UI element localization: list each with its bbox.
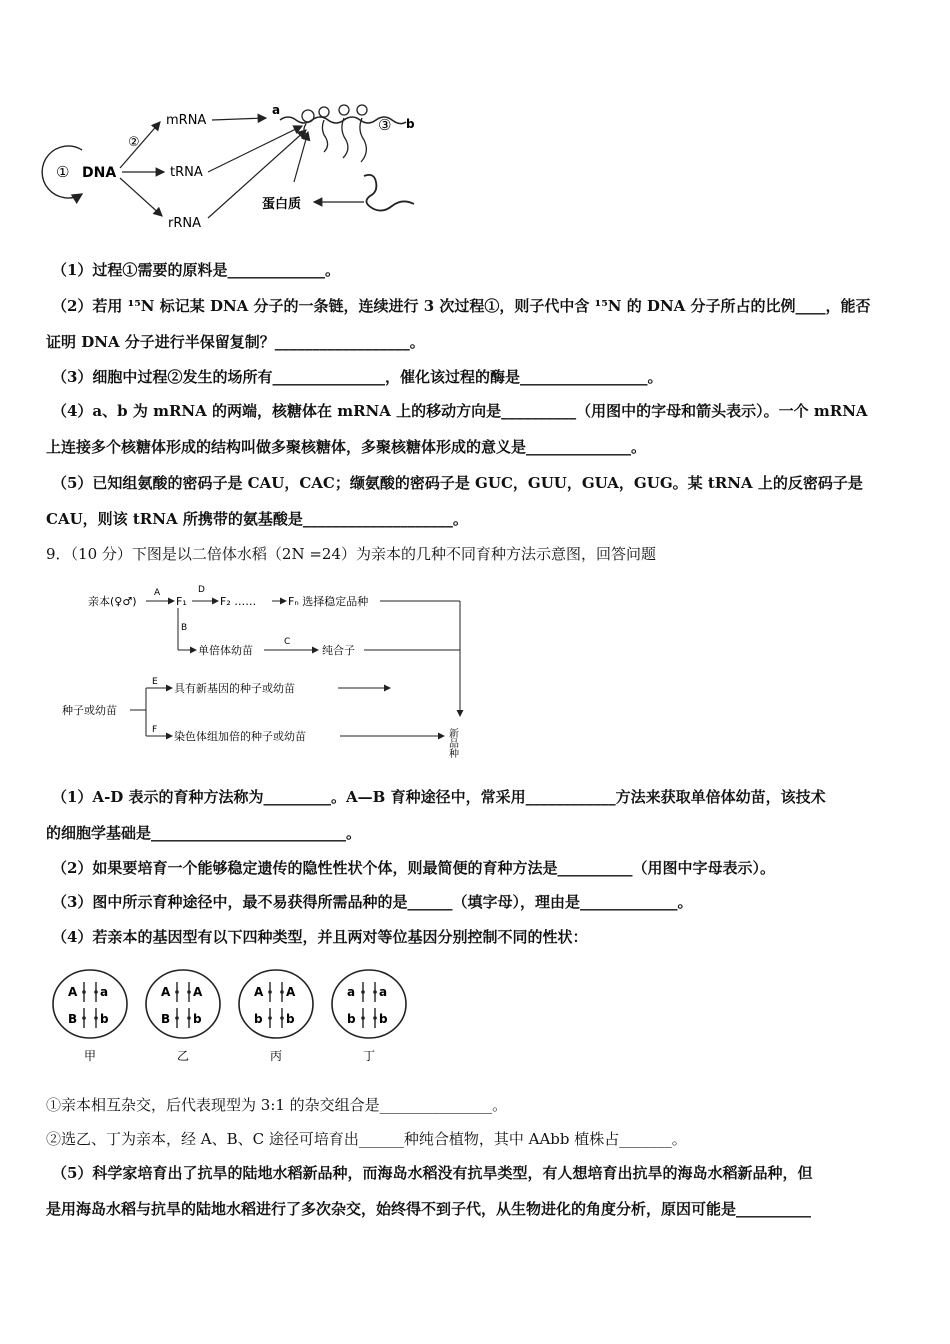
path-c-label: C bbox=[284, 637, 291, 647]
cell-name: 丁 bbox=[363, 1049, 376, 1063]
q8-part4-line2: 上连接多个核糖体形成的结构叫做多聚核糖体，多聚核糖体形成的意义是______________。 bbox=[46, 438, 647, 456]
cell-outline bbox=[53, 970, 127, 1038]
centromere bbox=[94, 1016, 98, 1020]
cell-name: 乙 bbox=[177, 1049, 190, 1063]
cell-1 bbox=[53, 970, 127, 1063]
process-2-label: ② bbox=[128, 135, 140, 150]
end-b-label: b bbox=[406, 117, 415, 131]
path-e-label: E bbox=[152, 677, 158, 687]
centromere bbox=[280, 990, 284, 994]
centromere bbox=[187, 990, 191, 994]
protein-label: 蛋白质 bbox=[262, 197, 302, 212]
cell-3 bbox=[239, 970, 313, 1063]
process-1-label: ① bbox=[56, 163, 70, 181]
q9-title: 9．（10 分）下图是以二倍体水稻（2N =24）为亲本的几种不同育种方法示意图，回答问题 bbox=[46, 545, 656, 563]
allele-label: b bbox=[286, 1012, 295, 1026]
centromere bbox=[94, 990, 98, 994]
translation-diagram bbox=[40, 96, 440, 236]
allele-label: A bbox=[161, 985, 171, 999]
pure-label: 纯合子 bbox=[322, 644, 355, 657]
protein-chain bbox=[364, 175, 414, 211]
q8-part2-line1: （2）若用 ¹⁵N 标记某 DNA 分子的一条链，连续进行 3 次过程①，则子代中含 ¹⁵N 的 DNA 分子所占的比例____，能否 bbox=[52, 297, 871, 315]
doubled-label: 染色体组加倍的种子或幼苗 bbox=[174, 730, 306, 743]
q9-part1-line2: 的细胞学基础是__________________________。 bbox=[46, 824, 362, 842]
allele-label: B bbox=[161, 1012, 171, 1026]
centromere bbox=[373, 990, 377, 994]
allele-label: B bbox=[68, 1012, 78, 1026]
allele-label: b bbox=[347, 1012, 356, 1026]
end-a-label: a bbox=[272, 103, 281, 117]
cell-outline bbox=[146, 970, 220, 1038]
mrna-label: mRNA bbox=[166, 113, 207, 128]
allele-label: A bbox=[68, 985, 78, 999]
newgene-label: 具有新基因的种子或幼苗 bbox=[174, 682, 295, 695]
path-a-label: A bbox=[154, 588, 161, 598]
cell-outline bbox=[239, 970, 313, 1038]
path-d-label: D bbox=[198, 585, 205, 595]
centromere bbox=[361, 990, 365, 994]
q9-part4-sub2: ②选乙、丁为亲本，经 A、B、C 途径可培育出______种纯合植物，其中 AAbb 植株占_______。 bbox=[46, 1130, 687, 1148]
path-b-label: B bbox=[181, 623, 188, 633]
new-variety-label: 新品种 bbox=[446, 728, 458, 758]
centromere bbox=[175, 990, 179, 994]
centromere bbox=[82, 990, 86, 994]
centromere bbox=[82, 1016, 86, 1020]
cell-name: 甲 bbox=[84, 1049, 97, 1063]
genotype-cells bbox=[50, 968, 430, 1068]
allele-label: b bbox=[193, 1012, 202, 1026]
q9-part3: （3）图中所示育种途径中，最不易获得所需品种的是______（填字母），理由是_____________。 bbox=[52, 893, 693, 911]
cell-name: 丙 bbox=[270, 1049, 283, 1063]
trna-label: tRNA bbox=[170, 165, 203, 180]
q8-part5-line2: CAU，则该 tRNA 所携带的氨基酸是____________________。 bbox=[46, 510, 468, 528]
breeding-flowchart bbox=[60, 578, 480, 758]
rrna-label: rRNA bbox=[168, 216, 201, 231]
fn-label: Fₙ 选择稳定品种 bbox=[288, 595, 369, 608]
q9-part2: （2）如果要培育一个能够稳定遗传的隐性性状个体，则最简便的育种方法是__________（用图中字母表示）。 bbox=[52, 859, 775, 877]
centromere bbox=[187, 1016, 191, 1020]
allele-label: b bbox=[254, 1012, 263, 1026]
allele-label: b bbox=[379, 1012, 388, 1026]
haploid-label: 单倍体幼苗 bbox=[198, 644, 253, 657]
allele-label: b bbox=[100, 1012, 109, 1026]
centromere bbox=[373, 1016, 377, 1020]
q8-part3: （3）细胞中过程②发生的场所有_______________，催化该过程的酶是_________________。 bbox=[52, 368, 663, 386]
centromere bbox=[280, 1016, 284, 1020]
seed-label: 种子或幼苗 bbox=[62, 704, 117, 717]
centromere bbox=[361, 1016, 365, 1020]
process-3-label: ③ bbox=[378, 116, 392, 134]
allele-label: A bbox=[254, 985, 264, 999]
allele-label: a bbox=[347, 985, 356, 999]
cell-4 bbox=[332, 970, 406, 1063]
centromere bbox=[268, 990, 272, 994]
dna-label: DNA bbox=[82, 165, 117, 181]
q8-part2-line2: 证明 DNA 分子进行半保留复制？__________________。 bbox=[46, 333, 425, 351]
path-f-label: F bbox=[152, 725, 158, 735]
q8-part5-line1: （5）已知组氨酸的密码子是 CAU，CAC；缬氨酸的密码子是 GUC，GUU，GUA，GUG。某 tRNA 上的反密码子是 bbox=[52, 474, 863, 492]
cell-outline bbox=[332, 970, 406, 1038]
q9-part4: （4）若亲本的基因型有以下四种类型，并且两对等位基因分别控制不同的性状： bbox=[52, 928, 588, 946]
allele-label: A bbox=[286, 985, 296, 999]
q8-part1: （1）过程①需要的原料是_____________。 bbox=[52, 261, 340, 279]
cell-2 bbox=[146, 970, 220, 1063]
q8-part4-line1: （4）a、b 为 mRNA 的两端，核糖体在 mRNA 上的移动方向是__________（用图中的字母和箭头表示）。一个 mRNA bbox=[52, 402, 868, 420]
q9-part4-sub1: ①亲本相互杂交，后代表现型为 3:1 的杂交组合是_______________。 bbox=[46, 1096, 508, 1114]
centromere bbox=[268, 1016, 272, 1020]
centromere bbox=[175, 1016, 179, 1020]
allele-label: a bbox=[100, 985, 109, 999]
q9-part5-line2: 是用海岛水稻与抗旱的陆地水稻进行了多次杂交，始终得不到子代，从生物进化的角度分析，原因可能是__________ bbox=[46, 1200, 812, 1218]
q9-part5-line1: （5）科学家培育出了抗旱的陆地水稻新品种，而海岛水稻没有抗旱类型，有人想培育出抗旱的海岛水稻新品种，但 bbox=[52, 1164, 813, 1182]
f2-label: F₂ …… bbox=[220, 595, 257, 608]
q9-part1-line1: （1）A-D 表示的育种方法称为_________。A—B 育种途径中，常采用____________方法来获取单倍体幼苗，该技术 bbox=[52, 788, 826, 806]
f1-label: F₁ bbox=[176, 595, 187, 608]
allele-label: A bbox=[193, 985, 203, 999]
parent-label: 亲本(♀♂) bbox=[88, 595, 137, 608]
allele-label: a bbox=[379, 985, 388, 999]
